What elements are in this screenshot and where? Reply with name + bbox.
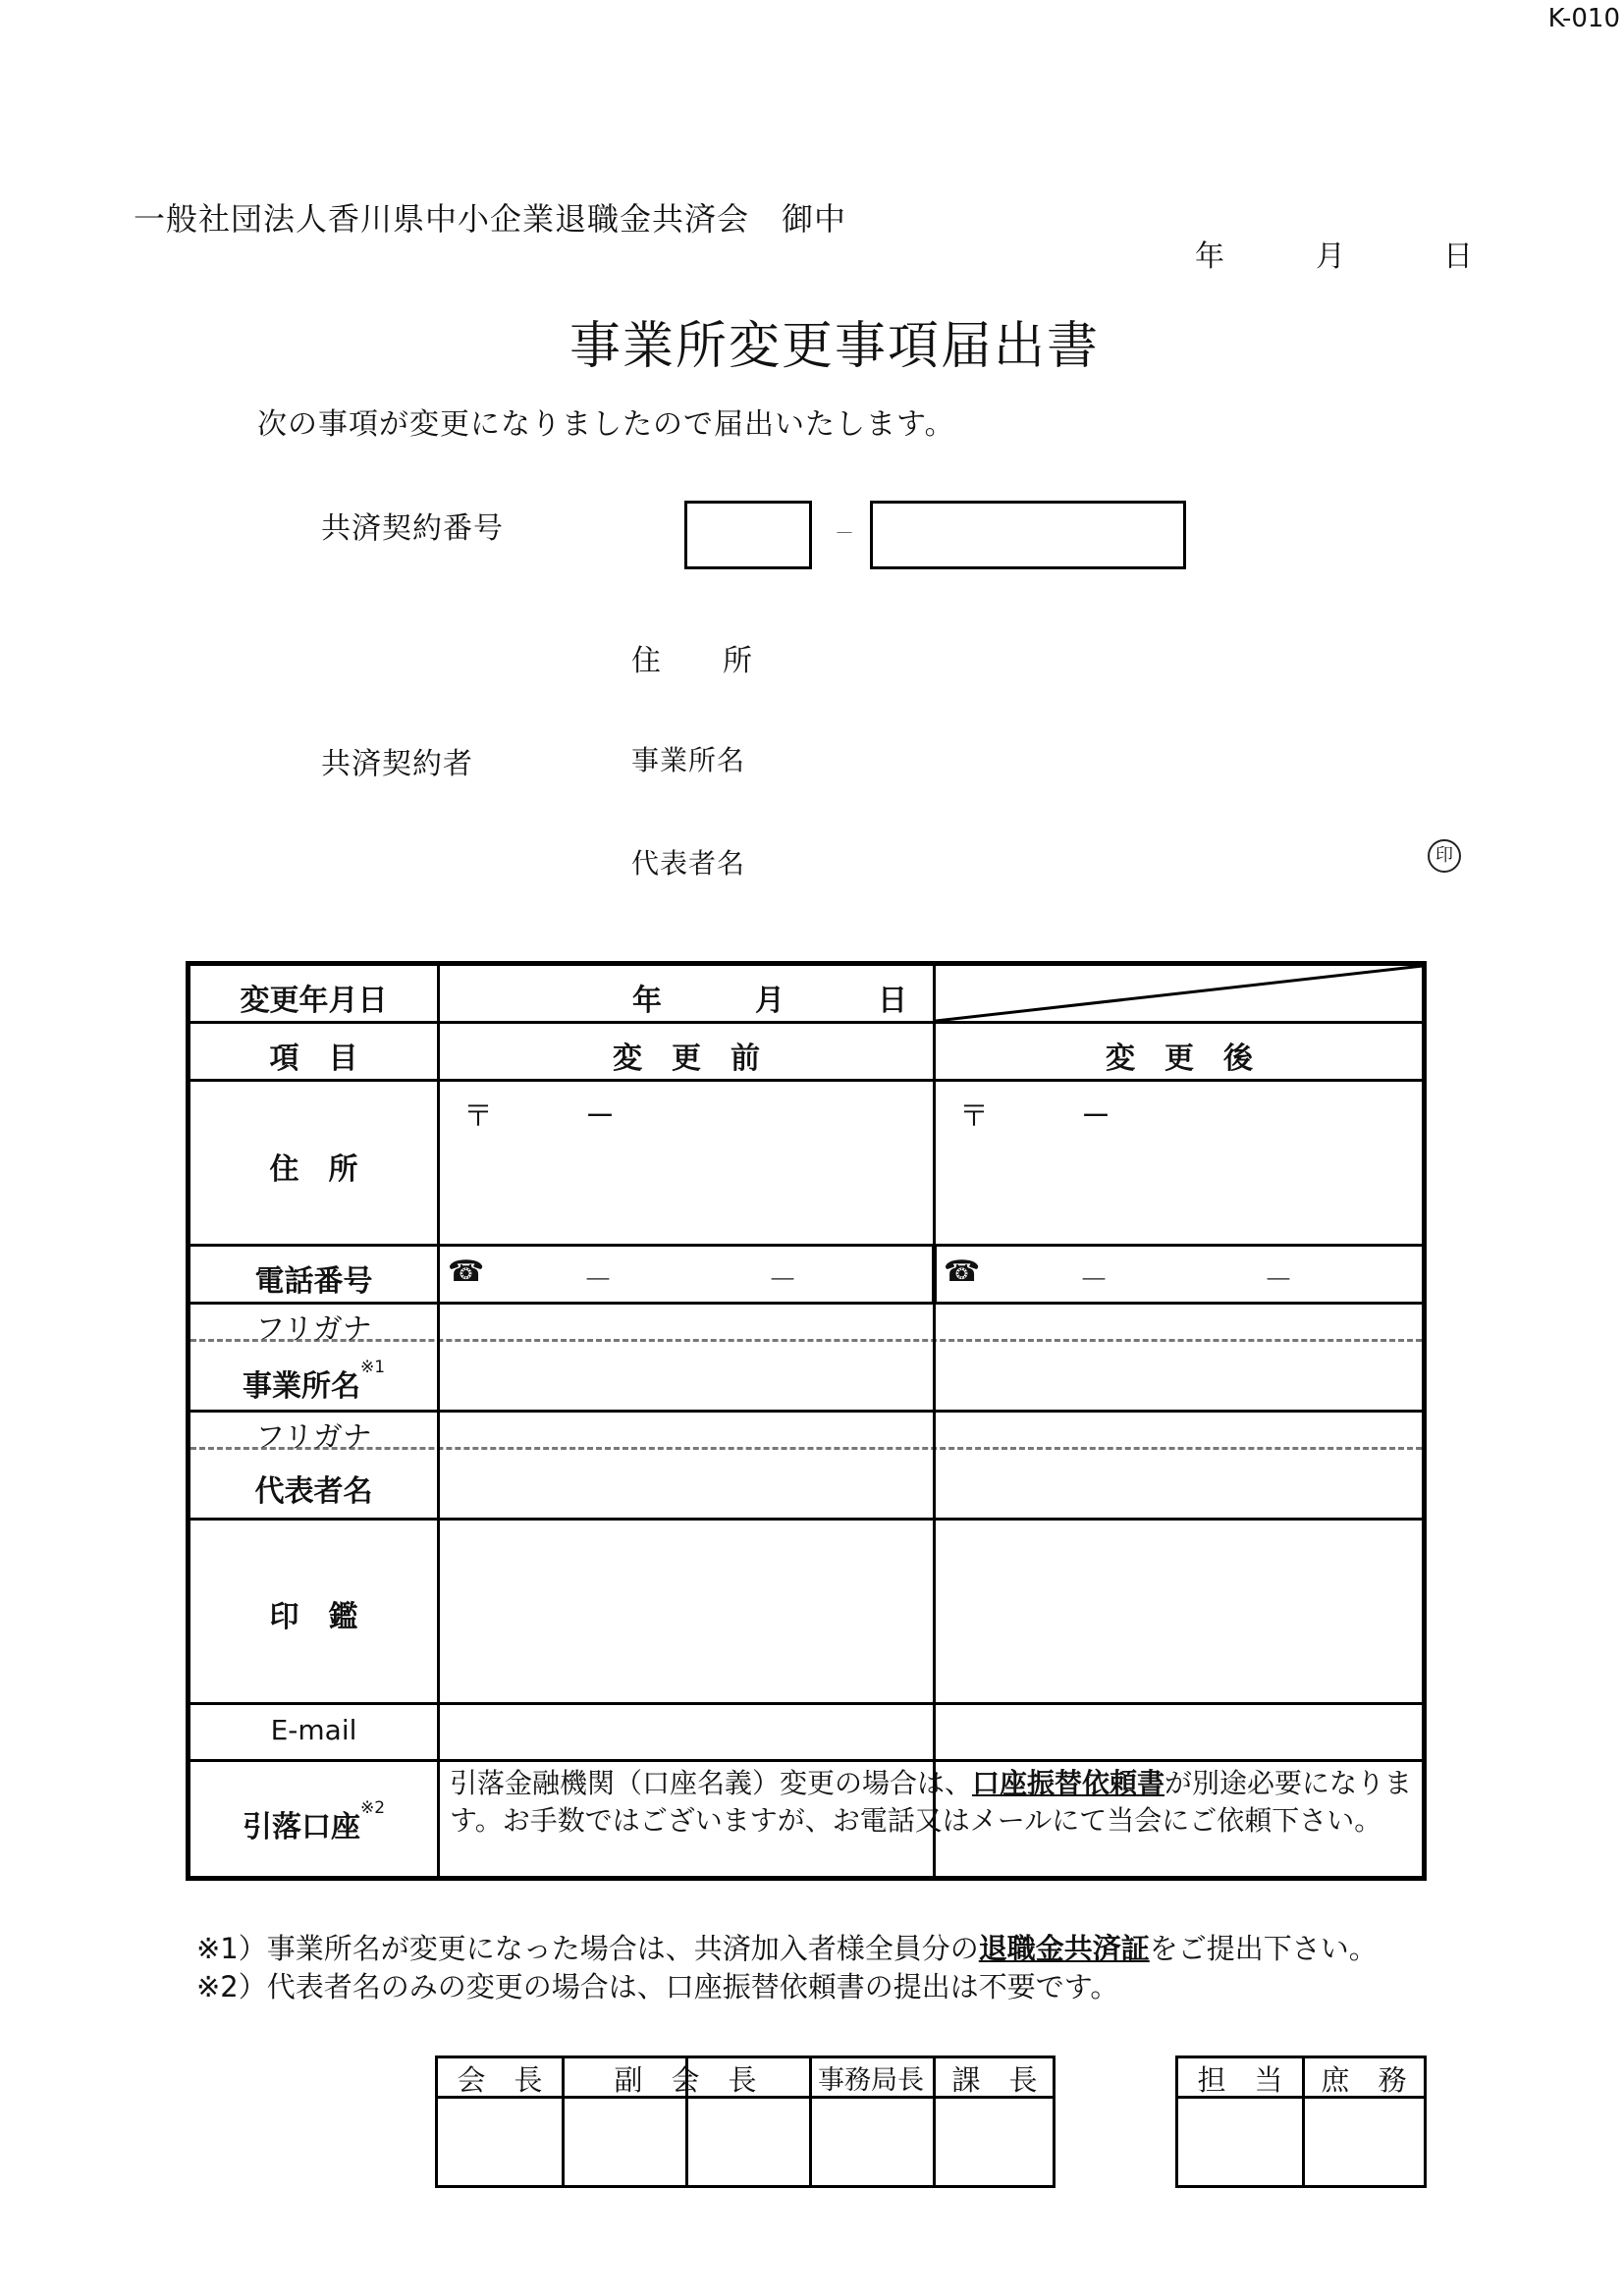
address-label: 住 所 (269, 1152, 358, 1187)
after-header: 変 更 後 (1106, 1041, 1253, 1076)
contractor-rep-label: 代表者名 (631, 847, 746, 880)
address-after-field[interactable] (936, 1082, 1423, 1244)
postal-dash-after: － (1081, 1099, 1110, 1134)
account-note-2: が別途必要になります。お手数ではございますが、お電話又はメールにて当会にご依頼下さい。 (450, 1767, 1413, 1837)
row-line (190, 1021, 1422, 1024)
row-line (190, 1518, 1422, 1521)
item-header: 項 目 (269, 1041, 358, 1076)
contract-number-box-2[interactable] (870, 501, 1186, 569)
approval-box-left (435, 2056, 1056, 2188)
seal-mark: 印 (1428, 839, 1461, 873)
change-date-label: 変更年月日 (240, 984, 388, 1018)
contract-number-label: 共済契約番号 (321, 511, 504, 546)
page-title: 事業所変更事項届出書 (568, 317, 1100, 376)
change-date-day: 日 (878, 984, 907, 1018)
phone-dash-before-2: － (768, 1263, 797, 1298)
postal-mark-after: 〒 (959, 1099, 989, 1134)
diagonal-slash (936, 966, 1423, 1021)
approval-box-right (1175, 2056, 1427, 2188)
date-day-label: 日 (1443, 240, 1473, 274)
note-1-post: をご提出下さい。 (1149, 1932, 1378, 1965)
change-table (186, 961, 1427, 1881)
secretary-general-label: 事務局長 (818, 2065, 924, 2096)
furigana-label: フリガナ (255, 1420, 372, 1455)
general-affairs-label: 庶 務 (1321, 2063, 1407, 2097)
date-year-label: 年 (1195, 240, 1224, 274)
note1-mark: ※1 (359, 1358, 386, 1377)
note-1-pre: ※1）事業所名が変更になった場合は、共済加入者様全員分の (196, 1932, 979, 1965)
furigana-label: フリガナ (255, 1312, 372, 1347)
row-line (190, 1759, 1422, 1762)
form-code: K-010 (1547, 4, 1620, 33)
addressee: 一般社団法人香川県中小企業退職金共済会 御中 (134, 200, 847, 238)
email-label: E-mail (270, 1714, 357, 1746)
contractor-address-label: 住 所 (631, 644, 753, 678)
account-label-text: 引落口座 (242, 1810, 360, 1844)
in-charge-label: 担 当 (1197, 2063, 1283, 2097)
postal-dash-before: － (585, 1099, 615, 1134)
account-note (450, 1765, 1418, 1840)
rep-name-label: 代表者名 (254, 1474, 373, 1509)
phone-divider (932, 1247, 937, 1302)
intro-text: 次の事項が変更になりましたので届出いたします。 (257, 407, 955, 442)
row-line (190, 1702, 1422, 1705)
phone-label: 電話番号 (254, 1264, 373, 1299)
note2-mark: ※2 (359, 1798, 386, 1818)
address-before-field[interactable] (440, 1082, 933, 1244)
before-header: 変 更 前 (613, 1041, 760, 1076)
note-1-bold: 退職金共済証 (978, 1932, 1150, 1965)
phone-dash-before-1: － (583, 1263, 613, 1298)
change-date-year: 年 (632, 984, 662, 1018)
phone-icon: ☎ (448, 1255, 485, 1289)
vice-chairman-label: 副 会 長 (614, 2063, 757, 2097)
seal-label: 印 鑑 (269, 1600, 358, 1634)
contractor-office-label: 事業所名 (631, 744, 746, 776)
change-date-month: 月 (755, 984, 785, 1018)
chairman-label: 会 長 (457, 2063, 543, 2097)
row-line (190, 1244, 1422, 1247)
office-name-text: 事業所名 (242, 1369, 360, 1404)
contract-number-separator: － (835, 521, 854, 545)
note-1 (196, 1927, 1378, 1967)
section-chief-label: 課 長 (951, 2063, 1038, 2097)
account-note-1: 引落金融機関（口座名義）変更の場合は、 (450, 1767, 973, 1799)
phone-dash-after-1: － (1079, 1263, 1109, 1298)
phone-icon: ☎ (944, 1255, 981, 1289)
contract-number-box-1[interactable] (684, 501, 812, 569)
office-name-label (190, 1358, 437, 1405)
postal-mark-before: 〒 (463, 1099, 493, 1134)
contractor-label: 共済契約者 (321, 747, 473, 781)
phone-dash-after-2: － (1264, 1263, 1293, 1298)
date-month-label: 月 (1316, 240, 1345, 274)
account-note-bold: 口座振替依頼書 (972, 1767, 1165, 1799)
account-label (190, 1798, 437, 1845)
note-2: ※2）代表者名のみの変更の場合は、口座振替依頼書の提出は不要です。 (196, 1970, 1119, 2003)
